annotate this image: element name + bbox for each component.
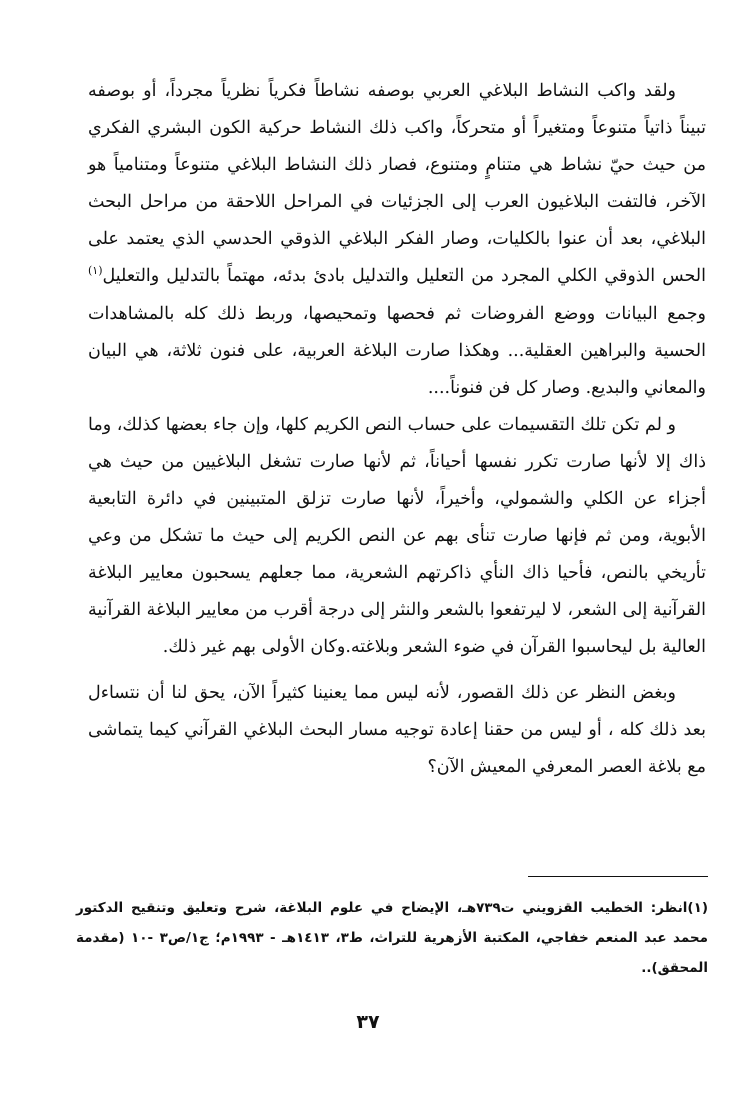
main-text <box>88 73 706 786</box>
paragraph-2: و لم تكن تلك التقسيمات على حساب النص الكريم كلها، وإن جاء بعضها كذلك، وما ذاك إلا لأنها صارت تكرر نفسها أحياناً، ثم لأنها صارت تشغل البلاغيين من حيث هي أجزاء عن الكلي والشمولي، وأخيراً، لأنها صارت تزلق المتبينين في دائرة التابعية الأبوية، ومن ثم فإنها صارت تنأى بهم عن النص الكريم إلى حيث ما تشكل من وعي تأريخي بالنص، فأحيا ذاك النأي ذاكرتهم الشعرية، مما جعلهم يسحبون معايير البلاغة القرآنية إلى الشعر، لا ليرتفعوا بالشعر والنثر إلى درجة أقرب من معايير البلاغة القرآنية العالية بل ليحاسبوا القرآن في ضوء الشعر وبلاغته.وكان الأولى بهم غير ذلك. <box>88 414 706 658</box>
paragraph-1 <box>88 73 706 407</box>
footnote-text: (١)انظر: الخطيب القزويني ت٧٣٩هـ، الإيضاح في علوم البلاغة، شرح وتعليق وتنقيح الدكتور محمد عبد المنعم خفاجي، المكتبة الأزهرية للتراث، ط٣، ١٤١٣هـ - ١٩٩٣م؛ ج١/ص٣ -١٠ (مقدمة المحقق).. <box>76 900 708 976</box>
page-number: ٣٧ <box>356 1011 380 1033</box>
paragraph-1-text: ولقد واكب النشاط البلاغي العربي بوصفه نشاطاً فكرياً نظرياً مجرداً، أو بوصفه تبيناً ذاتياً متنوعاً ومتغيراً أو متحركاً، واكب ذلك النشاط حركية الكون البشري الفكري من حيث حيّ نشاط هي متنامٍ ومتنوع، فصار ذلك النشاط البلاغي متنوعاً ومتنامياً هو الآخر، فالتفت البلاغيون العرب إلى الجزئيات في المراحل اللاحقة من مراحل البحث البلاغي، بعد أن عنوا بالكليات، وصار الفكر البلاغي الذوقي الحدسي الذي يعتمد على الحس الذوقي الكلي المجرد من التعليل والتدليل بادئ بدئه، مهتماً بالتدليل والتعليل <box>88 81 706 287</box>
footnote-reference: (١) <box>88 264 103 278</box>
footnote-separator <box>528 876 708 877</box>
paragraph-1-continuation: وجمع البيانات ووضع الفروضات ثم فحصها وتمحيصها، وربط ذلك كله بالمشاهدات الحسية والبراهين العقلية... وهكذا صارت البلاغة العربية، على فنون ثلاثة، هي البيان والمعاني والبديع. وصار كل فن فنوناً.... <box>88 303 706 398</box>
footnote <box>76 893 708 983</box>
paragraph-3: وبغض النظر عن ذلك القصور، لأنه ليس مما يعنينا كثيراً الآن، يحق لنا أن نتساءل بعد ذلك كله ، أو ليس من حقنا إعادة توجيه مسار البحث البلاغي القرآني كيما يتماشى مع بلاغة العصر المعرفي المعيش الآن؟ <box>88 682 706 777</box>
